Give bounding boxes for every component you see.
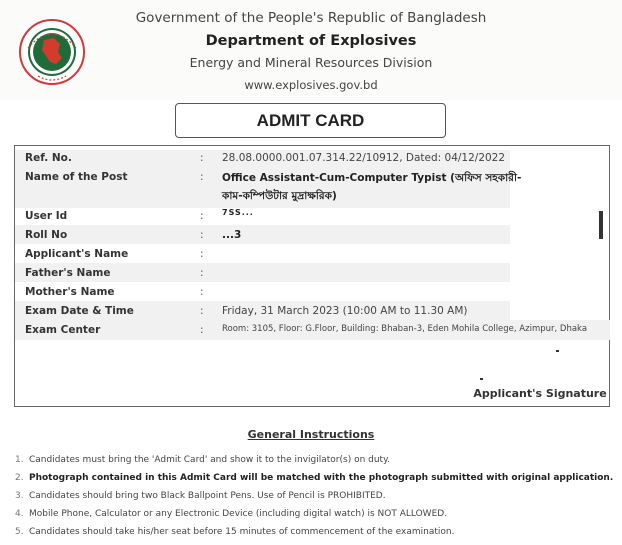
colon: :: [200, 248, 204, 260]
value-ref-no: 28.08.0000.001.07.314.22/10912, Dated: 04/12/2022: [222, 152, 506, 164]
instruction-number: 3.: [15, 491, 24, 501]
value-user-id: 7SS...: [222, 208, 254, 217]
value-post-name-line2: কাম-কম্পিউটার মুদ্রাক্ষরিক): [222, 190, 337, 202]
instruction-item: [15, 473, 613, 483]
value-post-name: Office Assistant-Cum-Computer Typist (অফিস সহকারী-: [222, 172, 522, 184]
instruction-item: [15, 491, 386, 501]
label-ref-no: Ref. No.: [25, 152, 72, 164]
admit-card-title: ADMIT CARD: [175, 103, 446, 138]
label-exam-date-time: Exam Date & Time: [25, 305, 134, 317]
instruction-number: 4.: [15, 509, 24, 519]
label-applicant-name: Applicant's Name: [25, 248, 129, 260]
row-bg-roll: [15, 225, 510, 244]
header-website: www.explosives.gov.bd: [244, 78, 378, 92]
value-exam-center: Room: 3105, Floor: G.Floor, Building: Bhaban-3, Eden Mohila College, Azimpur, Dhaka: [222, 324, 588, 334]
label-exam-center: Exam Center: [25, 324, 101, 336]
colon: :: [200, 210, 204, 222]
photo-border-fragment: [599, 211, 603, 239]
instruction-text: Candidates should take his/her seat before 15 minutes of commencement of the examination.: [29, 527, 455, 537]
colon: :: [200, 229, 204, 241]
instruction-text: Candidates must bring the 'Admit Card' and show it to the invigilator(s) on duty.: [29, 455, 390, 465]
colon: :: [200, 286, 204, 298]
instruction-number: 5.: [15, 527, 24, 537]
instruction-text: Photograph contained in this Admit Card will be matched with the photograph submitted with original application.: [29, 473, 614, 483]
signature-mark: [480, 378, 483, 380]
colon: :: [200, 305, 204, 317]
instruction-number: 1.: [15, 455, 24, 465]
instruction-item: [15, 527, 454, 537]
label-post-name: Name of the Post: [25, 171, 128, 183]
header-division-name: Energy and Mineral Resources Division: [189, 55, 433, 70]
value-exam-date-time: Friday, 31 March 2023 (10:00 AM to 11.30 AM): [222, 305, 468, 317]
colon: :: [200, 171, 204, 183]
label-roll-no: Roll No: [25, 229, 68, 241]
colon: :: [200, 152, 204, 164]
label-father-name: Father's Name: [25, 267, 111, 279]
instruction-number: 2.: [15, 473, 24, 483]
instruction-item: [15, 509, 447, 519]
instruction-item: [15, 455, 390, 465]
label-mother-name: Mother's Name: [25, 286, 115, 298]
government-seal-logo: [18, 18, 86, 86]
colon: :: [200, 267, 204, 279]
instruction-text: Mobile Phone, Calculator or any Electronic Device (including digital watch) is NOT ALLOWED.: [29, 509, 448, 519]
applicant-signature-label: Applicant's Signature: [473, 387, 607, 400]
colon: :: [200, 324, 204, 336]
header-government-line: Government of the People's Republic of Bangladesh: [135, 10, 487, 26]
signature-mark: [556, 350, 559, 352]
value-roll-no: ...3: [222, 229, 242, 241]
label-user-id: User Id: [25, 210, 68, 222]
header-department-name: Department of Explosives: [205, 33, 417, 49]
instruction-text: Candidates should bring two Black Ballpoint Pens. Use of Pencil is PROHIBITED.: [29, 491, 386, 501]
general-instructions-title: General Instructions: [247, 428, 375, 441]
